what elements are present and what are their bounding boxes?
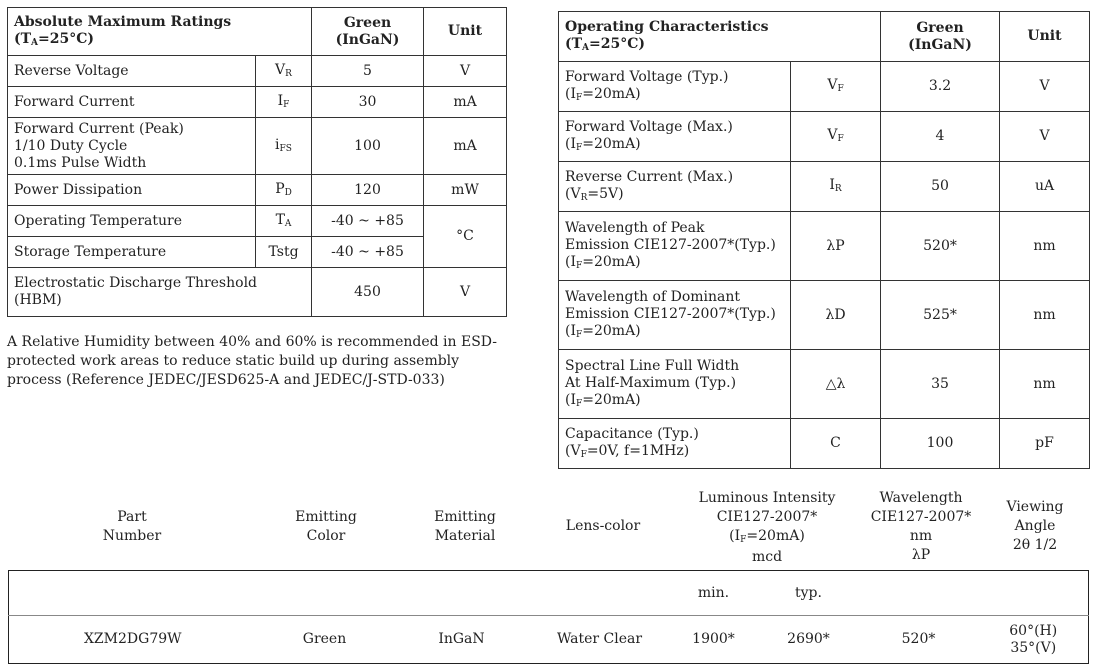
oc-green-header <box>881 12 1000 62</box>
cond-post: =20mA) <box>582 391 641 408</box>
symbol-cell <box>791 62 881 112</box>
symbol: V <box>275 61 286 78</box>
cond-sub: F <box>576 329 583 340</box>
symbol-cell <box>256 87 312 118</box>
symbol-cell <box>256 206 312 237</box>
empty-cell <box>859 571 979 616</box>
value-cell: -40 ~ +85 <box>312 237 424 268</box>
operating-characteristics-table <box>558 11 1090 469</box>
table-row <box>559 281 1090 350</box>
symbol-sub: A <box>284 218 292 229</box>
cond-post: =20mA) <box>582 135 641 152</box>
header-line: Emitting <box>434 509 496 525</box>
param-cell <box>559 212 791 281</box>
header-line: (I <box>729 528 741 544</box>
param-cell <box>8 118 256 175</box>
value-cell: 50 <box>881 162 1000 212</box>
oc-cond-post: =25°C) <box>589 35 646 52</box>
header-line: 2θ 1/2 <box>1012 537 1058 553</box>
param-line: Forward Current (Peak) <box>14 120 184 137</box>
value-cell: 520* <box>881 212 1000 281</box>
oc-cond-pre: (T <box>565 35 583 52</box>
cond-post: =20mA) <box>582 253 641 270</box>
header-line: Angle <box>1014 518 1056 534</box>
param-cell <box>559 419 791 469</box>
symbol-cell <box>256 118 312 175</box>
param-cell <box>559 281 791 350</box>
table-row <box>559 212 1090 281</box>
cond-pre: (I <box>565 85 576 102</box>
table-row <box>559 162 1090 212</box>
luminous-typ: 2690* <box>787 631 830 647</box>
symbol: T <box>275 211 285 228</box>
symbol-cell <box>791 112 881 162</box>
header-line: CIE127-2007* <box>870 509 972 525</box>
cond-sub: F <box>576 92 583 103</box>
param-cell <box>559 62 791 112</box>
table-row <box>559 112 1090 162</box>
cond-sub: F <box>580 449 587 460</box>
header-line: Emitting <box>295 509 357 525</box>
param-line: Wavelength of Peak <box>565 219 705 236</box>
lens-color: Water Clear <box>556 631 643 647</box>
param-line: 0.1ms Pulse Width <box>14 154 147 171</box>
cond-pre: (I <box>565 391 576 408</box>
symbol-cell: C <box>791 419 881 469</box>
sub-typ: typ. <box>759 571 859 616</box>
symbol: V <box>827 77 838 93</box>
unit-cell: uA <box>1000 162 1090 212</box>
emitting-color: Green <box>302 631 347 647</box>
oc-cond-sub: A <box>582 42 590 53</box>
param-line: Emission CIE127-2007*(Typ.) <box>565 236 776 253</box>
sub-min: min. <box>669 571 759 616</box>
value-cell: 5 <box>312 56 424 87</box>
param-cell <box>559 112 791 162</box>
oc-unit-header: Unit <box>1000 12 1090 62</box>
param-cell: Operating Temperature <box>8 206 256 237</box>
value-cell: 525* <box>881 281 1000 350</box>
param-line: Forward Voltage (Typ.) <box>565 68 729 85</box>
oc-green-label: Green <box>916 19 964 36</box>
unit-cell: mW <box>424 175 507 206</box>
unit-cell: V <box>1000 112 1090 162</box>
cond-sub: R <box>580 192 588 203</box>
viewing-angle <box>979 616 1089 664</box>
table-row <box>8 56 507 87</box>
value-cell: 100 <box>881 419 1000 469</box>
param-line: Emission CIE127-2007*(Typ.) <box>565 305 776 322</box>
header-luminous-intensity <box>680 489 854 567</box>
cond-pre: (I <box>565 253 576 270</box>
empty-cell <box>531 571 669 616</box>
header-sub: F <box>740 535 747 545</box>
table-row <box>8 268 507 317</box>
param-cell: Power Dissipation <box>8 175 256 206</box>
header-line: Luminous Intensity <box>698 490 836 506</box>
param-line: At Half-Maximum (Typ.) <box>565 374 737 391</box>
header-line: mcd <box>751 549 783 565</box>
symbol: V <box>827 127 838 143</box>
amr-green-header <box>312 8 424 56</box>
cond-pre: (V <box>565 442 581 459</box>
amr-unit-header: Unit <box>424 8 507 56</box>
table-row <box>559 419 1090 469</box>
value-cell: 30 <box>312 87 424 118</box>
param-line: Spectral Line Full Width <box>565 357 740 374</box>
header-emitting-color <box>266 508 386 546</box>
cond-pre: (I <box>565 322 576 339</box>
table-row <box>8 175 507 206</box>
unit-cell-merged: °C <box>424 206 507 268</box>
unit-cell: pF <box>1000 419 1090 469</box>
wavelength-value: 520* <box>901 631 936 647</box>
empty-cell <box>9 571 257 616</box>
cond-pre: (I <box>565 135 576 152</box>
esd-note: A Relative Humidity between 40% and 60% is recommended in ESD-protected work areas to reduce static build up during assembly process (Reference JEDEC/JESD625-A and JEDEC/J-STD-033) <box>7 334 498 388</box>
header-line: =20mA) <box>746 528 805 544</box>
empty-cell <box>393 571 531 616</box>
param-cell: Reverse Voltage <box>8 56 256 87</box>
header-line: Material <box>434 528 496 544</box>
param-line: Electrostatic Discharge Threshold <box>14 275 258 291</box>
param-line: 1/10 Duty Cycle <box>14 137 128 154</box>
unit-cell: V <box>424 268 507 317</box>
value-cell: -40 ~ +85 <box>312 206 424 237</box>
symbol-cell <box>256 175 312 206</box>
param-line: Reverse Current (Max.) <box>565 168 734 185</box>
param-cell <box>559 162 791 212</box>
luminous-min: 1900* <box>692 631 735 647</box>
symbol: I <box>829 177 835 193</box>
view-v: 35°(V) <box>1010 639 1057 656</box>
symbol-sub: F <box>283 99 290 110</box>
oc-ingan-label: (InGaN) <box>908 36 972 53</box>
value-cell: 4 <box>881 112 1000 162</box>
header-line: Part <box>117 509 147 525</box>
cond-post: =5V) <box>587 185 624 202</box>
param-line: Wavelength of Dominant <box>565 288 741 305</box>
cond-sub: F <box>576 398 583 409</box>
value-cell: 100 <box>312 118 424 175</box>
header-wavelength <box>858 489 984 565</box>
cond-pre: (V <box>565 185 581 202</box>
header-line: nm <box>909 528 933 544</box>
header-line: CIE127-2007* <box>716 509 818 525</box>
value-cell: 35 <box>881 350 1000 419</box>
unit-cell: nm <box>1000 281 1090 350</box>
header-line: Color <box>306 528 346 544</box>
symbol-sub: R <box>834 184 842 194</box>
value-cell: 3.2 <box>881 62 1000 112</box>
header-line: Viewing <box>1006 499 1064 515</box>
subheader-row <box>9 571 1089 616</box>
amr-cond-pre: (T <box>14 30 32 47</box>
unit-cell: V <box>1000 62 1090 112</box>
header-lens-color: Lens-color <box>565 518 641 534</box>
table-row <box>8 87 507 118</box>
header-line: Wavelength <box>879 490 963 506</box>
header-line: Number <box>102 528 162 544</box>
symbol-sub: FS <box>279 143 292 154</box>
param-cell <box>559 350 791 419</box>
symbol: i <box>275 136 280 153</box>
unit-cell: V <box>424 56 507 87</box>
unit-cell: nm <box>1000 350 1090 419</box>
part-number: XZM2DG79W <box>83 631 182 647</box>
symbol-sub: R <box>285 68 292 79</box>
header-emitting-material <box>405 508 525 546</box>
amr-ingan-label: (InGaN) <box>335 31 400 48</box>
symbol-cell: λP <box>791 212 881 281</box>
table-row <box>9 616 1089 664</box>
amr-cond-post: =25°C) <box>38 30 95 47</box>
symbol-sub: D <box>284 187 292 198</box>
param-cell <box>8 268 312 317</box>
unit-cell: mA <box>424 118 507 175</box>
cond-sub: F <box>576 260 583 271</box>
unit-cell: mA <box>424 87 507 118</box>
symbol: P <box>275 180 285 197</box>
param-cell: Forward Current <box>8 87 256 118</box>
amr-green-label: Green <box>343 14 392 31</box>
table-row <box>8 206 507 237</box>
symbol: I <box>277 92 284 109</box>
header-viewing-angle <box>990 498 1080 555</box>
param-cell: Storage Temperature <box>8 237 256 268</box>
oc-title: Operating Characteristics <box>565 18 769 35</box>
oc-title-cell <box>559 12 881 62</box>
symbol-sub: F <box>837 84 844 94</box>
symbol-cell <box>791 162 881 212</box>
absolute-maximum-ratings-table <box>7 7 507 317</box>
empty-cell <box>257 571 393 616</box>
table-row <box>559 350 1090 419</box>
view-h: 60°(H) <box>1009 622 1058 639</box>
header-line: λP <box>911 547 931 563</box>
value-cell: 450 <box>312 268 424 317</box>
amr-title: Absolute Maximum Ratings <box>14 13 232 30</box>
part-table <box>8 570 1089 664</box>
cond-post: =0V, f=1MHz) <box>586 442 690 459</box>
value-cell: 120 <box>312 175 424 206</box>
cond-post: =20mA) <box>582 322 641 339</box>
emitting-material: InGaN <box>438 631 485 647</box>
symbol-sub: F <box>837 134 844 144</box>
param-line: Forward Voltage (Max.) <box>565 118 733 135</box>
symbol-cell: λD <box>791 281 881 350</box>
cond-post: =20mA) <box>582 85 641 102</box>
table-row <box>559 62 1090 112</box>
unit-cell: nm <box>1000 212 1090 281</box>
amr-title-cell <box>8 8 312 56</box>
amr-cond-sub: A <box>31 37 39 48</box>
header-part-number <box>72 508 192 546</box>
param-line: Capacitance (Typ.) <box>565 425 699 442</box>
symbol-cell: △λ <box>791 350 881 419</box>
empty-cell <box>979 571 1089 616</box>
cond-sub: F <box>576 142 583 153</box>
table-row <box>8 118 507 175</box>
symbol-cell: Tstg <box>256 237 312 268</box>
param-line: (HBM) <box>14 292 62 308</box>
symbol-cell <box>256 56 312 87</box>
